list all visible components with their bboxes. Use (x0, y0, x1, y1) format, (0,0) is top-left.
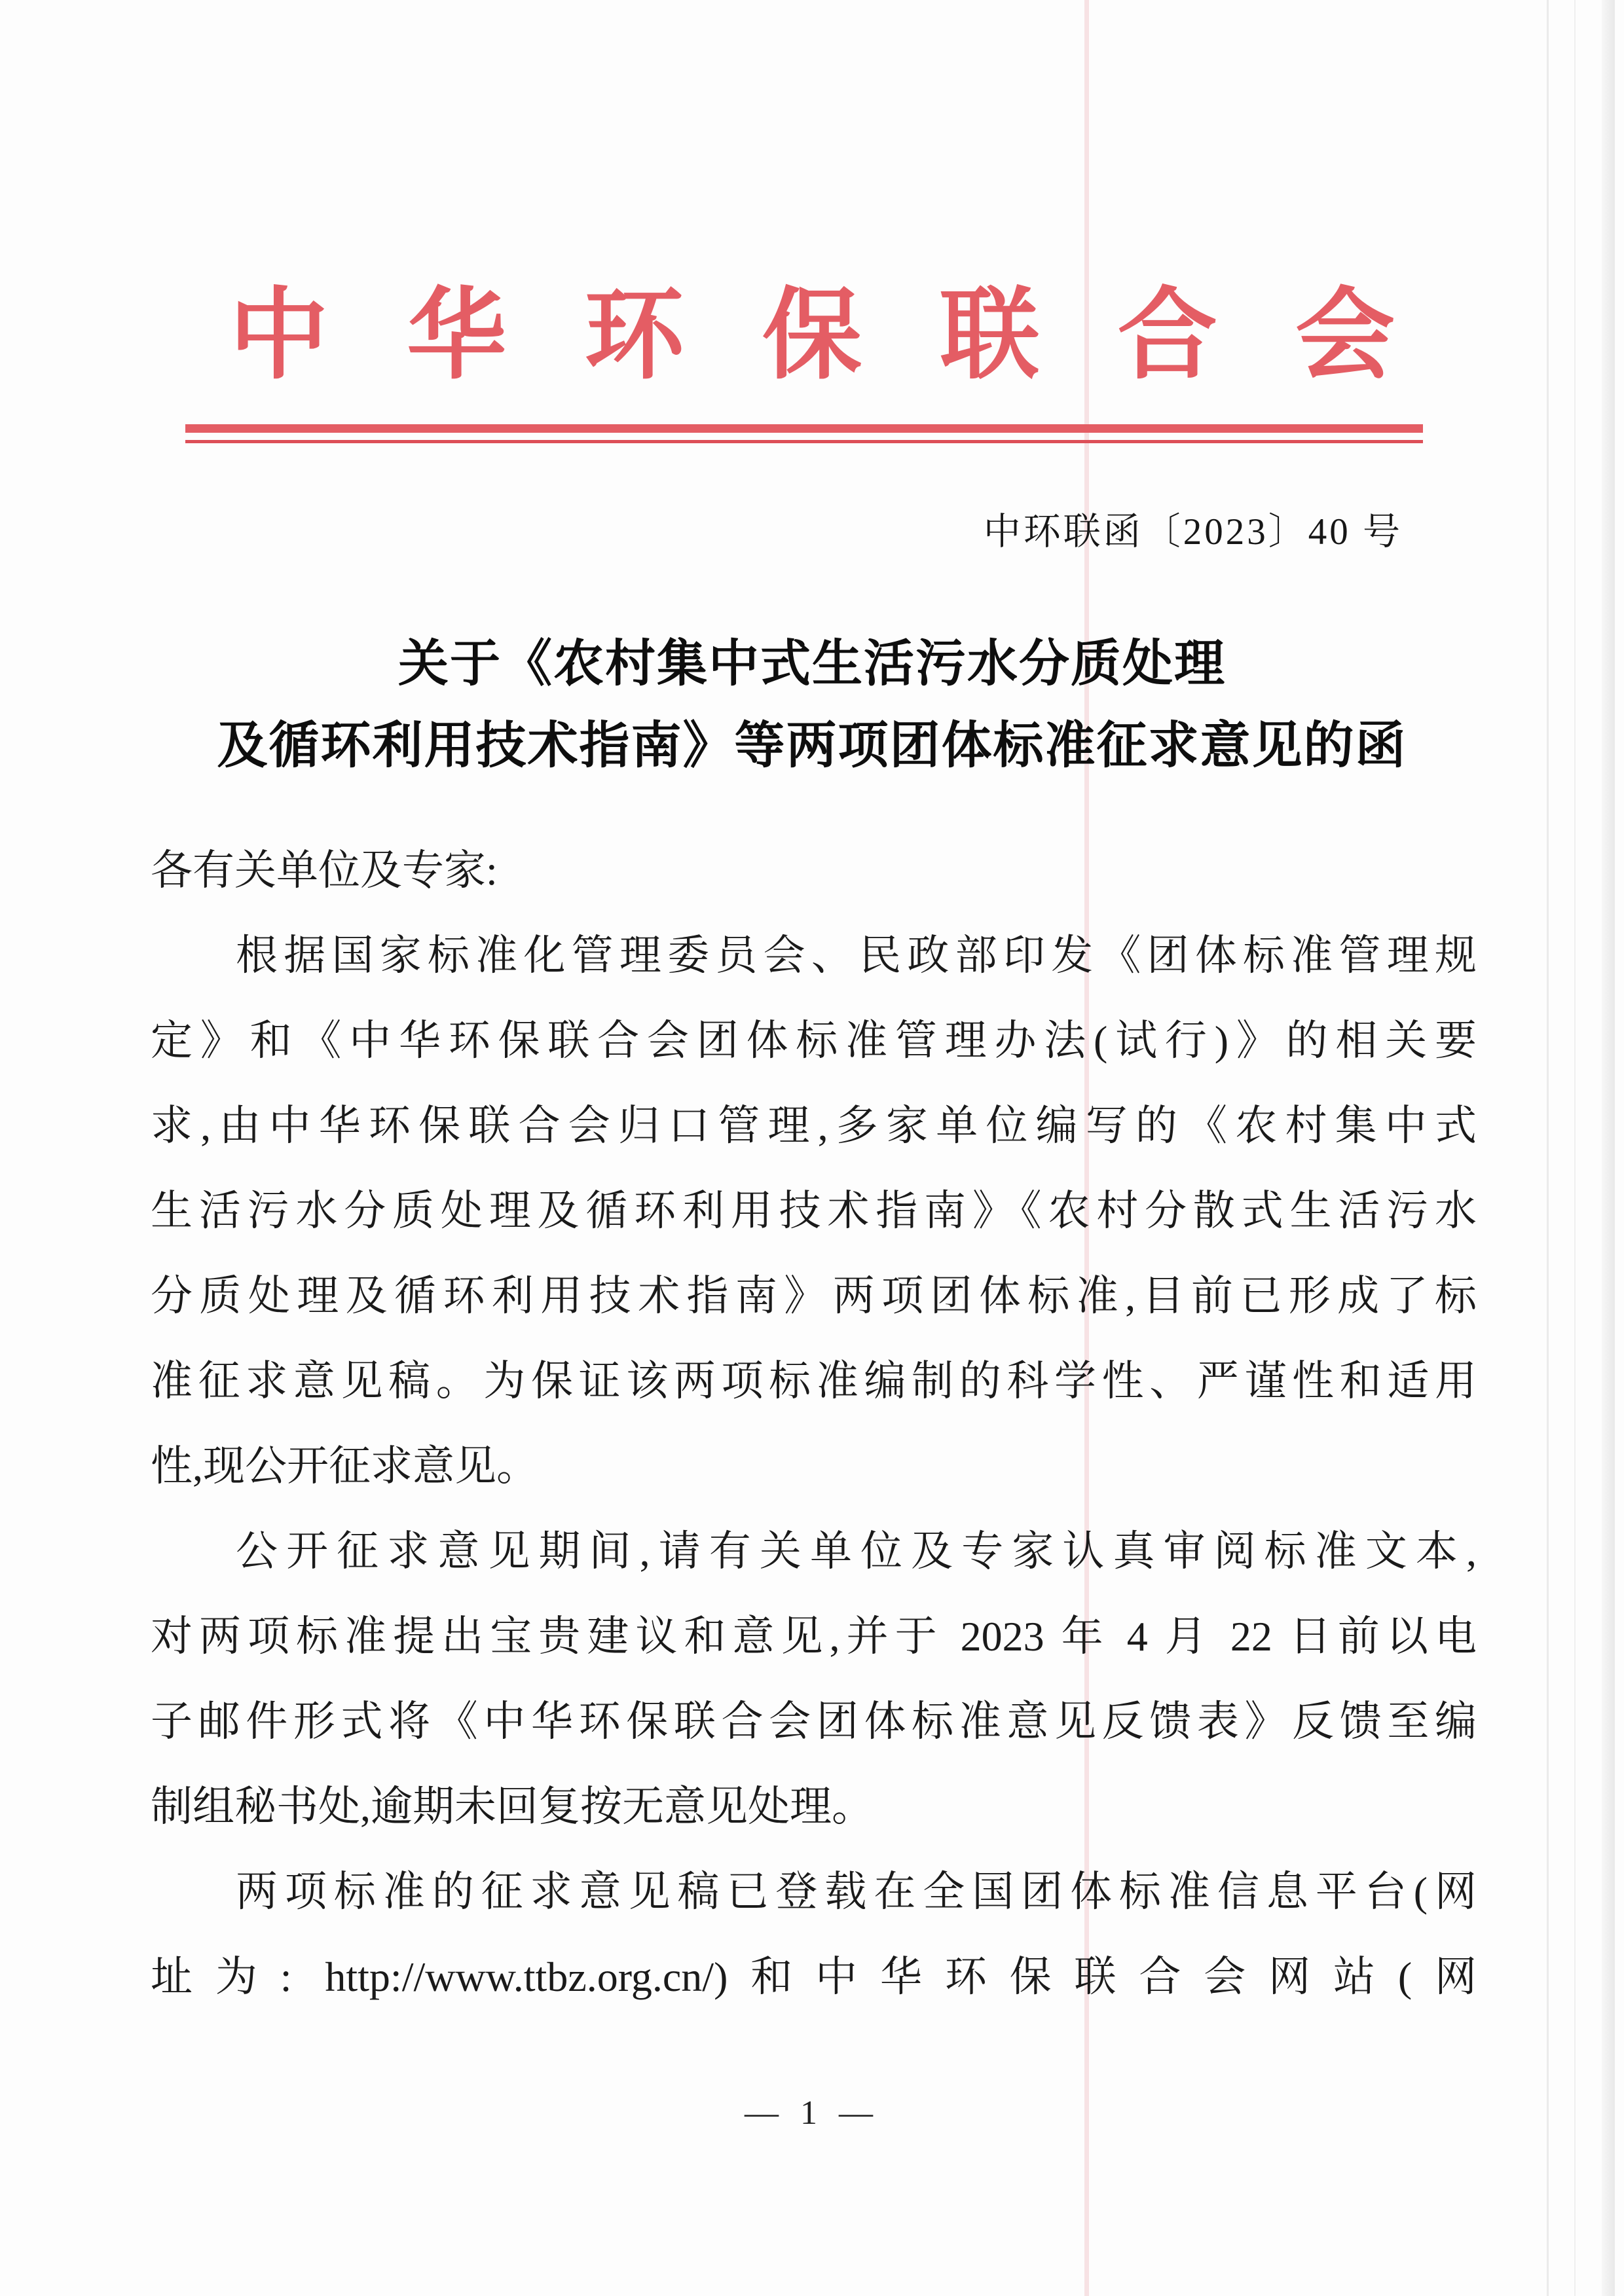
document-title-line2: 及循环利用技术指南》等两项团体标准征求意见的函 (217, 718, 1407, 774)
document-title-line1: 关于《农村集中式生活污水分质处理 (398, 636, 1226, 692)
letterhead-rule-thin (185, 440, 1423, 443)
organization-name: 中华环保联合会 (229, 281, 1395, 391)
salutation: 各有关单位及专家: (151, 847, 498, 894)
body-line: 子邮件形式将《中华环保联合会团体标准意见反馈表》反馈至编 (151, 1698, 1477, 1745)
page-number: — 1 — (745, 2094, 879, 2132)
body-line: 定》和《中华环保联合会团体标准管理办法(试行)》的相关要 (151, 1017, 1477, 1064)
body-line: 性,现公开征求意见。 (151, 1443, 538, 1489)
body-line: 对两项标准提出宝贵建议和意见,并于 2023 年 4 月 22 日前以电 (151, 1613, 1477, 1660)
body-line: 两项标准的征求意见稿已登载在全国团体标准信息平台(网 (236, 1868, 1477, 1915)
body-line: 公开征求意见期间,请有关单位及专家认真审阅标准文本, (236, 1528, 1477, 1575)
body-line: 分质处理及循环利用技术指南》两项团体标准,目前已形成了标 (151, 1273, 1477, 1319)
body-line: 求,由中华环保联合会归口管理,多家单位编写的《农村集中式 (151, 1102, 1477, 1149)
body-line: 根据国家标准化管理委员会、民政部印发《团体标准管理规 (236, 932, 1477, 979)
document-number: 中环联函〔2023〕40 号 (983, 511, 1403, 553)
letterhead (0, 261, 1624, 411)
document-title (0, 623, 1624, 787)
body-line: 址为: http://www.ttbz.org.cn/)和中华环保联合会网站(网 (151, 1954, 1477, 2000)
body-line: 生活污水分质处理及循环利用技术指南》《农村分散式生活污水 (151, 1188, 1477, 1234)
body-line: 制组秘书处,逾期未回复按无意见处理。 (151, 1783, 874, 1830)
letterhead-rule-thick (185, 424, 1423, 433)
letter-body (151, 828, 1477, 2020)
body-line: 准征求意见稿。为保证该两项标准编制的科学性、严谨性和适用 (151, 1358, 1477, 1404)
